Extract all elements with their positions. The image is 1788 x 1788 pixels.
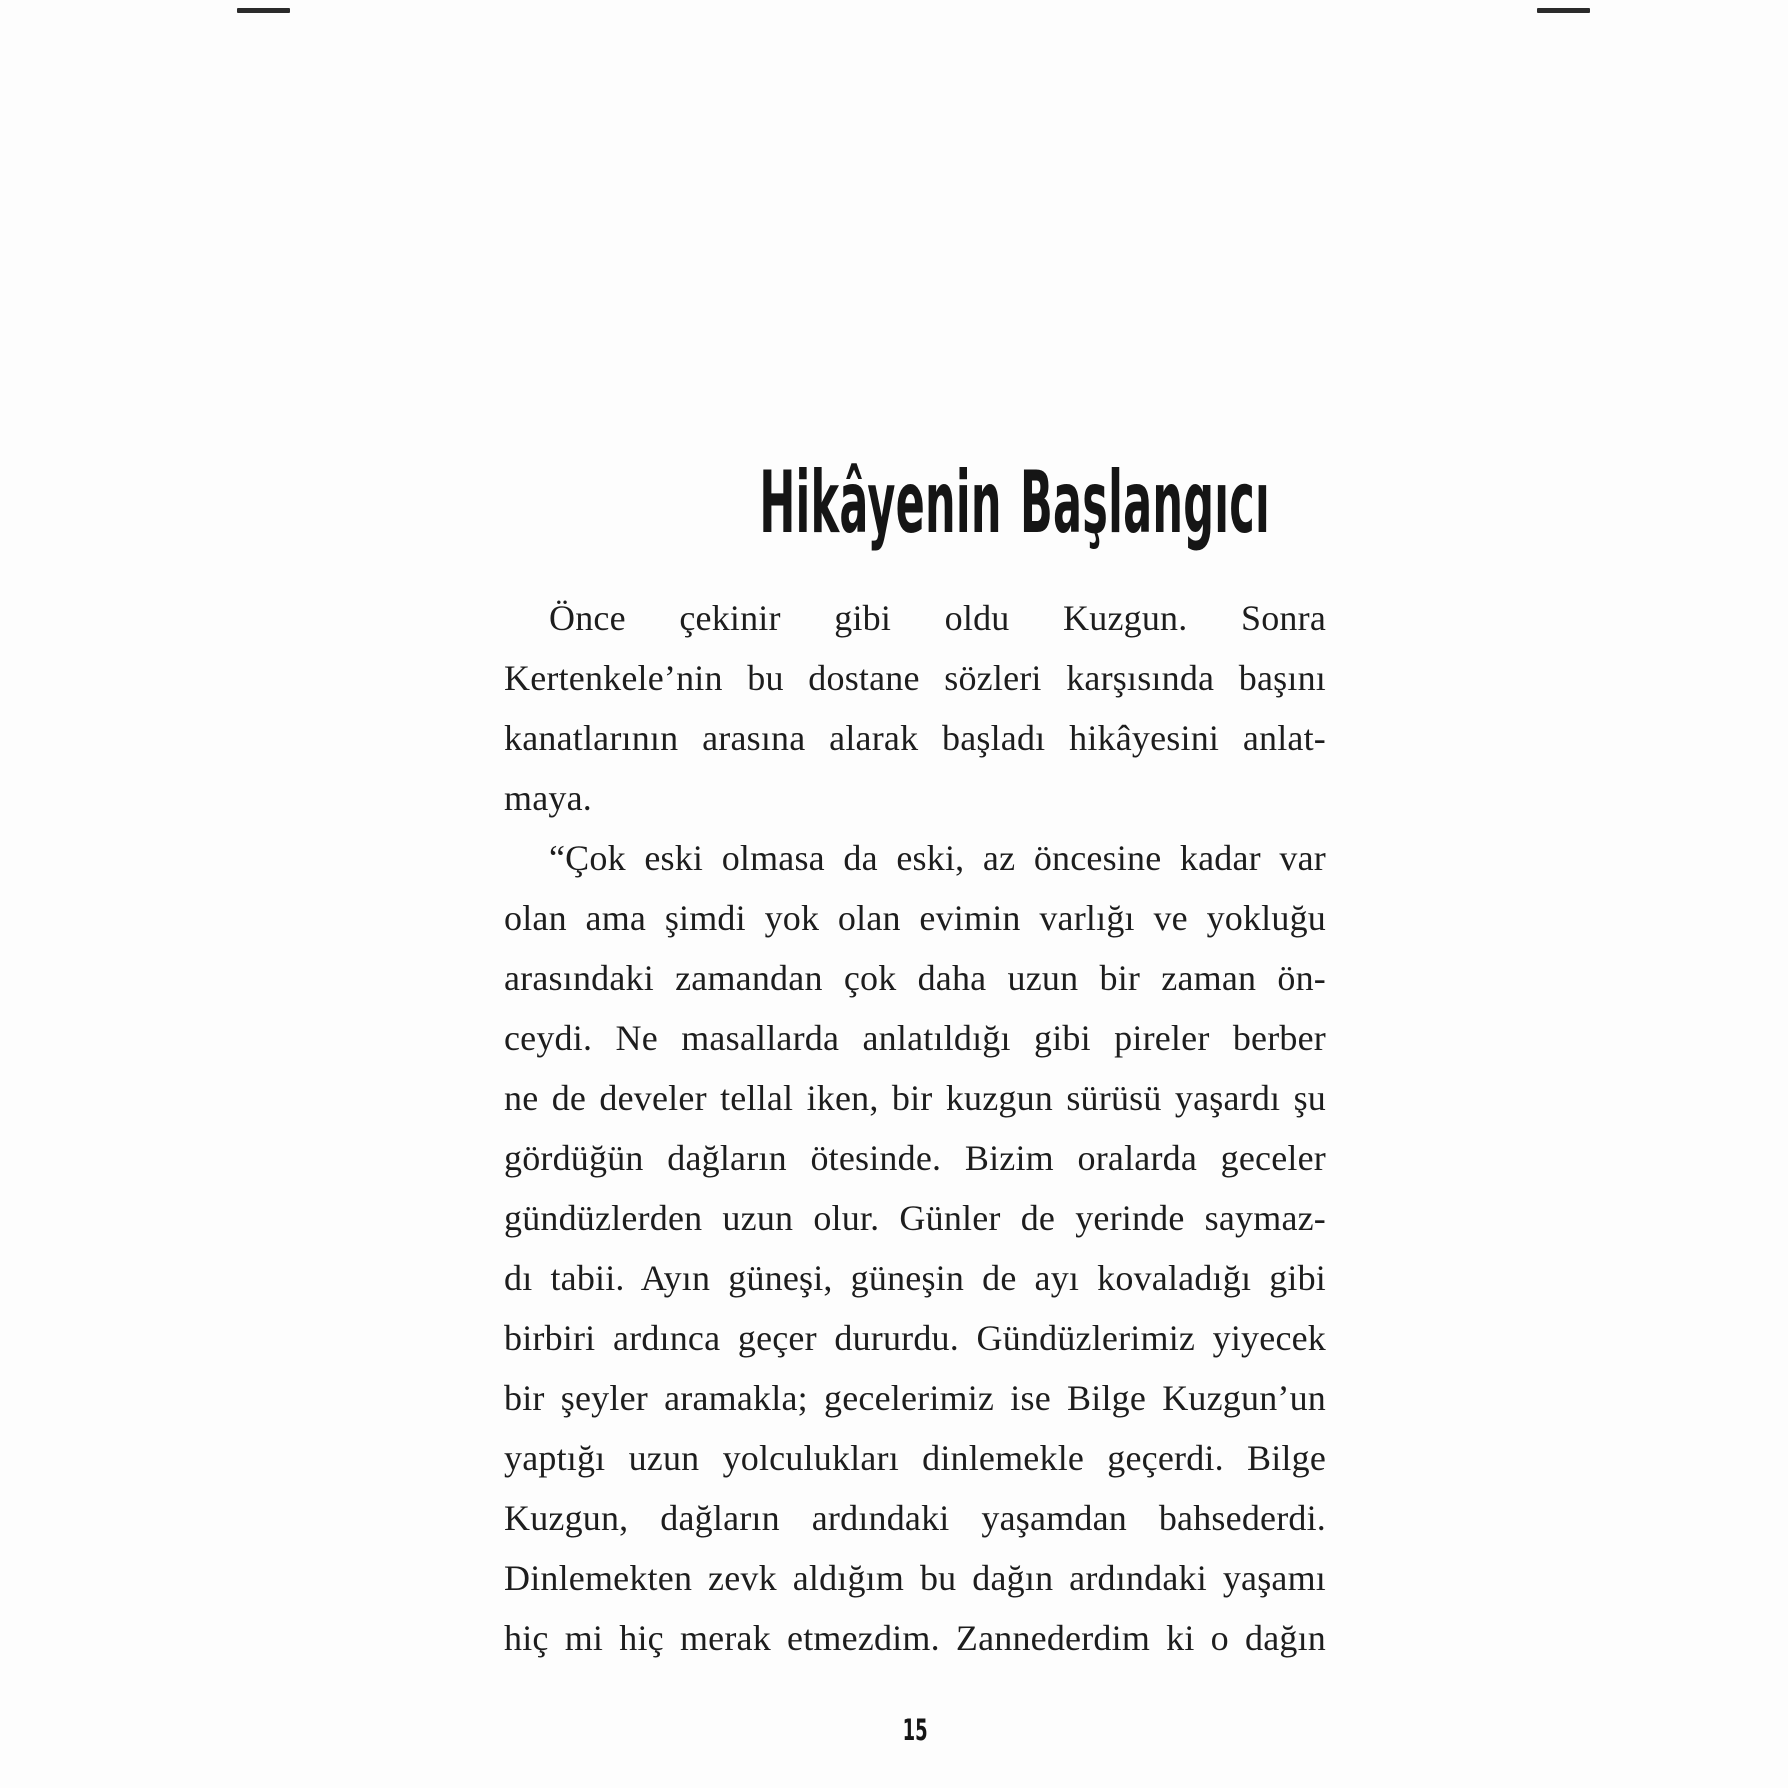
body-line: ceydi. Ne masallarda anlatıldığı gibi pireler berber xyxy=(504,1018,1326,1058)
body-line: ne de develer tellal iken, bir kuzgun sürüsü yaşardı şu xyxy=(504,1078,1326,1118)
body-line: bir şeyler aramakla; gecelerimiz ise Bilge Kuzgun’un xyxy=(504,1378,1326,1418)
page-number-text: 15 xyxy=(902,1713,928,1747)
chapter-title-text: Hikâyenin Başlangıcı xyxy=(759,453,1270,553)
body-text xyxy=(504,588,1326,1668)
body-line: Kertenkele’nin bu dostane sözleri karşısında başını xyxy=(504,658,1326,698)
top-right-rule-mark xyxy=(1537,8,1590,13)
top-left-rule-mark xyxy=(237,8,290,13)
body-line: hiç mi hiç merak etmezdim. Zannederdim ki o dağın xyxy=(504,1618,1326,1658)
body-line: Kuzgun, dağların ardındaki yaşamdan bahsederdi. xyxy=(504,1498,1326,1538)
body-line: gördüğün dağların ötesinde. Bizim oralarda geceler xyxy=(504,1138,1326,1178)
body-line: kanatlarının arasına alarak başladı hikâyesini anlat- xyxy=(504,718,1326,758)
body-line: “Çok eski olmasa da eski, az öncesine kadar var xyxy=(549,838,1326,878)
body-line: olan ama şimdi yok olan evimin varlığı ve yokluğu xyxy=(504,898,1326,938)
body-line: gündüzlerden uzun olur. Günler de yerinde saymaz- xyxy=(504,1198,1326,1238)
body-line: Önce çekinir gibi oldu Kuzgun. Sonra xyxy=(549,598,1326,638)
body-line: arasındaki zamandan çok daha uzun bir zaman ön- xyxy=(504,958,1326,998)
body-line: yaptığı uzun yolculukları dinlemekle geçerdi. Bilge xyxy=(504,1438,1326,1478)
body-line: maya. xyxy=(504,778,592,818)
body-line: dı tabii. Ayın güneşi, güneşin de ayı kovaladığı gibi xyxy=(504,1258,1326,1298)
chapter-title xyxy=(504,453,1326,570)
body-line: birbiri ardınca geçer dururdu. Gündüzlerimiz yiyecek xyxy=(504,1318,1326,1358)
page-number xyxy=(504,1712,1326,1748)
body-line: Dinlemekten zevk aldığım bu dağın ardındaki yaşamı xyxy=(504,1558,1326,1598)
